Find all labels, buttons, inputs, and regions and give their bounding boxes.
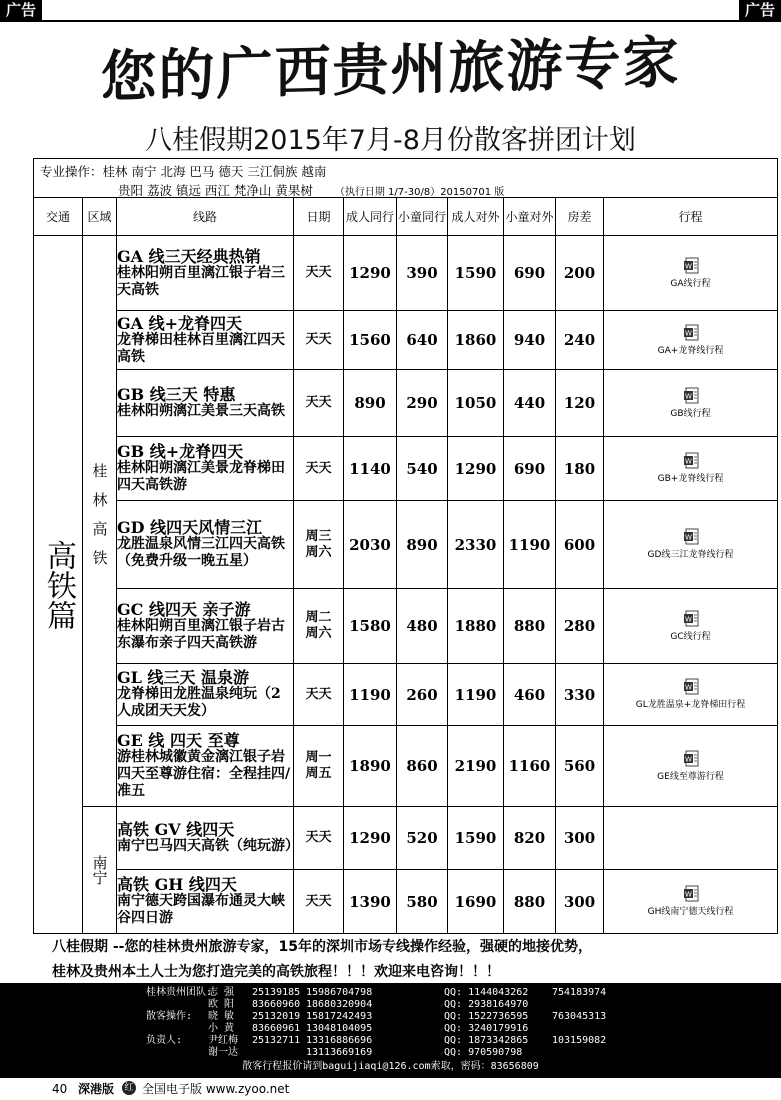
header-adult-public: 成人对外	[448, 198, 504, 236]
contact-role: 桂林贵州团队:	[146, 987, 213, 998]
word-document-icon[interactable]	[683, 610, 699, 628]
itinerary-file-label[interactable]: GA线行程	[670, 278, 711, 289]
route-cell	[117, 311, 294, 370]
price-child-public: 690	[504, 236, 556, 311]
contact-role: 散客操作:	[146, 1011, 193, 1022]
price-child-peer: 890	[397, 501, 448, 589]
word-document-icon[interactable]	[683, 750, 699, 768]
bottom-bar	[0, 1078, 781, 1100]
svg-text:W: W	[684, 533, 692, 542]
header-child-peer: 小童同行	[397, 198, 448, 236]
route-row	[34, 726, 778, 807]
contact-mobile: 13113669169	[306, 1047, 373, 1058]
price-adult-public: 1050	[448, 370, 504, 437]
price-child-public: 820	[504, 807, 556, 870]
contact-extra: 103159082	[552, 1035, 607, 1046]
itinerary-file-label[interactable]: GE线至尊游行程	[657, 771, 724, 782]
room-difference: 560	[556, 726, 604, 807]
route-title: GA 线+龙脊四天	[117, 313, 243, 333]
word-document-icon[interactable]	[683, 885, 699, 903]
route-title: GL 线三天 温泉游	[117, 668, 250, 687]
word-document-icon[interactable]	[683, 678, 699, 696]
svg-text:W: W	[684, 755, 692, 763]
svg-text:W: W	[684, 262, 692, 270]
transport-group: 高铁篇	[34, 236, 83, 934]
itinerary-cell[interactable]	[604, 726, 778, 807]
contact-qq: QQ: 1873342865	[444, 1035, 529, 1046]
route-description: 游桂林城徽黄金漓江银子岩四天至尊游住宿：全程挂四/准五	[117, 749, 291, 799]
price-adult-peer: 1140	[344, 437, 397, 501]
contact-role: 负责人:	[146, 1035, 183, 1046]
route-title: GA 线三天经典热销	[117, 246, 261, 266]
contact-qq: QQ: 970590798	[444, 1047, 523, 1058]
contact-name: 志 强	[208, 987, 235, 998]
contact-extra: 763045313	[552, 1011, 607, 1022]
contact-mobile: 15986704798	[306, 987, 373, 998]
itinerary-file-label[interactable]: GL龙胜温泉+龙脊梯田行程	[635, 700, 746, 710]
area-nanning: 南宁	[83, 807, 117, 934]
word-document-icon[interactable]	[683, 324, 699, 342]
price-child-public: 690	[504, 437, 556, 501]
route-cell	[117, 437, 294, 501]
route-description: 龙脊梯田桂林百里漓江四天高铁	[117, 331, 285, 365]
itinerary-cell[interactable]	[604, 501, 778, 589]
contact-row	[0, 999, 781, 1011]
header-date: 日期	[294, 198, 344, 236]
contact-row	[0, 1011, 781, 1023]
route-description: 南宁巴马四天高铁（纯玩游）	[117, 838, 299, 854]
room-difference: 600	[556, 501, 604, 589]
contact-name: 小 黄	[208, 1023, 235, 1034]
price-child-peer: 290	[397, 370, 448, 437]
price-adult-peer: 1560	[344, 311, 397, 370]
itinerary-file-label[interactable]: GC线行程	[670, 631, 711, 642]
website-link[interactable]: 全国电子版 www.zyoo.net	[142, 1082, 290, 1096]
edition-badge: 红	[122, 1081, 136, 1095]
price-adult-peer: 1190	[344, 664, 397, 726]
contact-row	[0, 1047, 781, 1059]
route-row	[34, 501, 778, 589]
route-description: 南宁德天跨国瀑布通灵大峡谷四日游	[117, 893, 285, 926]
price-child-public: 880	[504, 870, 556, 934]
header-room-diff: 房差	[556, 198, 604, 236]
route-description: 桂林阳朔漓江美景龙脊梯田四天高铁游	[117, 460, 285, 493]
contact-mobile: 13316886696	[306, 1035, 373, 1046]
price-adult-public: 2190	[448, 726, 504, 807]
route-row	[34, 437, 778, 501]
word-document-icon[interactable]	[683, 452, 699, 470]
contact-tel: 25139185	[252, 987, 301, 998]
svg-text:W: W	[684, 329, 692, 337]
price-adult-public: 1290	[448, 437, 504, 501]
departure-days: 天天	[294, 664, 344, 726]
departure-days: 天天	[294, 807, 344, 870]
footer-slogan	[52, 935, 772, 985]
ops-line-2-text: 贵阳 荔波 镇远 西江 梵净山 黄果树	[118, 183, 313, 198]
route-row	[34, 589, 778, 664]
contact-tel: 25132711	[252, 1035, 301, 1046]
route-cell	[117, 236, 294, 311]
word-document-icon[interactable]	[683, 528, 699, 546]
price-adult-peer: 2030	[344, 501, 397, 589]
contact-name: 谢一达	[208, 1047, 238, 1058]
contact-name: 晓 敏	[208, 1011, 235, 1022]
svg-text:W: W	[684, 890, 692, 899]
departure-days: 周二周六	[294, 589, 344, 664]
price-adult-peer: 1580	[344, 589, 397, 664]
contact-row	[0, 1023, 781, 1035]
contact-mobile: 13048104095	[306, 1023, 373, 1034]
price-adult-peer: 890	[344, 370, 397, 437]
word-document-icon[interactable]	[683, 387, 699, 405]
price-child-public: 1190	[504, 501, 556, 589]
route-title: GE 线 四天 至尊	[117, 731, 240, 750]
itinerary-cell[interactable]	[604, 311, 778, 370]
route-title: 高铁 GH 线四天	[117, 875, 237, 894]
area-guilin: 桂林高铁	[83, 236, 117, 807]
route-cell	[117, 501, 294, 589]
operations-box	[33, 158, 778, 198]
svg-text:W: W	[684, 615, 692, 623]
itinerary-cell[interactable]	[604, 664, 778, 726]
svg-text:W: W	[684, 392, 692, 400]
price-adult-public: 1590	[448, 807, 504, 870]
route-title: 高铁 GV 线四天	[117, 820, 235, 839]
contact-mobile: 15817242493	[306, 1011, 373, 1022]
itinerary-file-label[interactable]: GA+龙脊线行程	[657, 345, 724, 356]
header-itinerary: 行程	[604, 198, 778, 236]
route-description: 桂林阳朔漓江美景三天高铁	[117, 403, 285, 419]
price-child-public: 460	[504, 664, 556, 726]
table-header-row	[34, 198, 778, 236]
svg-text:W: W	[684, 457, 692, 466]
price-child-peer: 390	[397, 236, 448, 311]
price-child-peer: 860	[397, 726, 448, 807]
contact-tel: 25132019	[252, 1011, 301, 1022]
contact-tel: 83660961	[252, 1023, 301, 1034]
ad-label-right: 广告	[739, 0, 781, 20]
room-difference: 300	[556, 807, 604, 870]
price-child-peer: 540	[397, 437, 448, 501]
route-title: GD 线四天风情三江	[117, 518, 263, 537]
room-difference: 280	[556, 589, 604, 664]
contact-name: 欧 阳	[208, 999, 235, 1010]
contact-row	[0, 987, 781, 999]
itinerary-file-label[interactable]: GD线三江龙脊线行程	[647, 550, 734, 560]
itinerary-cell[interactable]	[604, 437, 778, 501]
route-cell	[117, 664, 294, 726]
price-child-peer: 520	[397, 807, 448, 870]
price-child-public: 940	[504, 311, 556, 370]
contact-qq: QQ: 3240179916	[444, 1023, 529, 1034]
footer-line-2: 桂林及贵州本土人士为您打造完美的高铁旅程！！！欢迎来电咨询！！！	[52, 964, 500, 980]
headline: 您的广西贵州旅游专家	[100, 30, 681, 111]
contact-extra: 754183974	[552, 987, 607, 998]
footer-line-1: 八桂假期 --您的桂林贵州旅游专家，15年的深圳市场专线操作经验，强硬的地接优势，	[52, 939, 592, 955]
ad-label-left: 广告	[0, 0, 42, 20]
route-cell	[117, 726, 294, 807]
price-adult-public: 1690	[448, 870, 504, 934]
departure-days: 周一周五	[294, 726, 344, 807]
effective-date: （执行日期 1/7-30/8）20150701 版	[334, 187, 505, 198]
contact-qq: QQ: 2938164970	[444, 999, 529, 1010]
route-row	[34, 370, 778, 437]
header-area: 区域	[83, 198, 117, 236]
itinerary-cell[interactable]	[604, 370, 778, 437]
price-child-peer: 480	[397, 589, 448, 664]
contact-tel: 83660960	[252, 999, 301, 1010]
svg-text:W: W	[684, 683, 692, 692]
route-row	[34, 311, 778, 370]
departure-days: 天天	[294, 236, 344, 311]
contact-panel	[0, 983, 781, 1078]
contact-mobile: 18680320904	[306, 999, 373, 1010]
route-description: 桂林阳朔百里漓江银子岩古东瀑布亲子四天高铁游	[117, 617, 285, 651]
ops-line-1: 专业操作：桂林 南宁 北海 巴马 德天 三江侗族 越南	[40, 164, 327, 179]
route-title: GC 线四天 亲子游	[117, 599, 251, 619]
route-cell	[117, 370, 294, 437]
contact-note: 散客行程报价请到baguijiaqi@126.com索取，密码：83656809	[242, 1061, 539, 1072]
price-child-public: 1160	[504, 726, 556, 807]
itinerary-file-label[interactable]: GB+龙脊线行程	[657, 474, 724, 484]
itinerary-cell[interactable]	[604, 870, 778, 934]
price-adult-public: 1860	[448, 311, 504, 370]
price-child-peer: 260	[397, 664, 448, 726]
price-child-public: 440	[504, 370, 556, 437]
header-child-public: 小童对外	[504, 198, 556, 236]
price-adult-peer: 1890	[344, 726, 397, 807]
itinerary-file-label[interactable]: GB线行程	[670, 408, 711, 419]
price-adult-public: 1190	[448, 664, 504, 726]
room-difference: 120	[556, 370, 604, 437]
room-difference: 300	[556, 870, 604, 934]
route-description: 桂林阳朔百里漓江银子岩三天高铁	[117, 264, 285, 298]
subtitle: 八桂假期2015年7月-8月份散客拼团计划	[145, 125, 636, 156]
departure-days: 天天	[294, 370, 344, 437]
route-cell	[117, 807, 299, 870]
route-cell	[117, 870, 294, 934]
tour-plan-table	[33, 197, 778, 934]
price-adult-public: 2330	[448, 501, 504, 589]
itinerary-cell[interactable]	[604, 589, 778, 664]
route-title: GB 线+龙脊四天	[117, 442, 244, 461]
itinerary-file-label[interactable]: GH线南宁德天线行程	[647, 907, 734, 917]
itinerary-cell[interactable]	[604, 236, 778, 311]
room-difference: 180	[556, 437, 604, 501]
route-row	[34, 807, 778, 870]
price-adult-public: 1590	[448, 236, 504, 311]
route-row	[34, 236, 778, 311]
departure-days: 天天	[294, 437, 344, 501]
room-difference: 200	[556, 236, 604, 311]
contact-qq: QQ: 1522736595	[444, 1011, 529, 1022]
page-number: 40	[52, 1082, 68, 1096]
price-adult-peer: 1390	[344, 870, 397, 934]
route-description: 龙脊梯田龙胜温泉纯玩（2 人成团天天发）	[117, 686, 281, 719]
price-adult-public: 1880	[448, 589, 504, 664]
itinerary-cell	[604, 807, 778, 870]
contact-name: 尹红梅	[208, 1035, 238, 1046]
header-route: 线路	[117, 198, 294, 236]
route-row	[34, 664, 778, 726]
route-cell	[117, 589, 294, 664]
price-adult-peer: 1290	[344, 807, 397, 870]
price-child-public: 880	[504, 589, 556, 664]
price-child-peer: 580	[397, 870, 448, 934]
room-difference: 330	[556, 664, 604, 726]
price-adult-peer: 1290	[344, 236, 397, 311]
contact-qq: QQ: 1144043262	[444, 987, 529, 998]
room-difference: 240	[556, 311, 604, 370]
route-description: 龙胜温泉风情三江四天高铁（免费升级一晚五星）	[117, 536, 285, 569]
route-row	[34, 870, 778, 934]
contact-row	[0, 1035, 781, 1047]
price-child-peer: 640	[397, 311, 448, 370]
edition-label: 深港版	[78, 1082, 115, 1096]
departure-days: 天天	[294, 870, 344, 934]
departure-days: 天天	[294, 311, 344, 370]
departure-days: 周三周六	[294, 501, 344, 589]
word-document-icon[interactable]	[683, 257, 699, 275]
header-transport: 交通	[34, 198, 83, 236]
header-adult-peer: 成人同行	[344, 198, 397, 236]
route-title: GB 线三天 特惠	[117, 385, 236, 404]
